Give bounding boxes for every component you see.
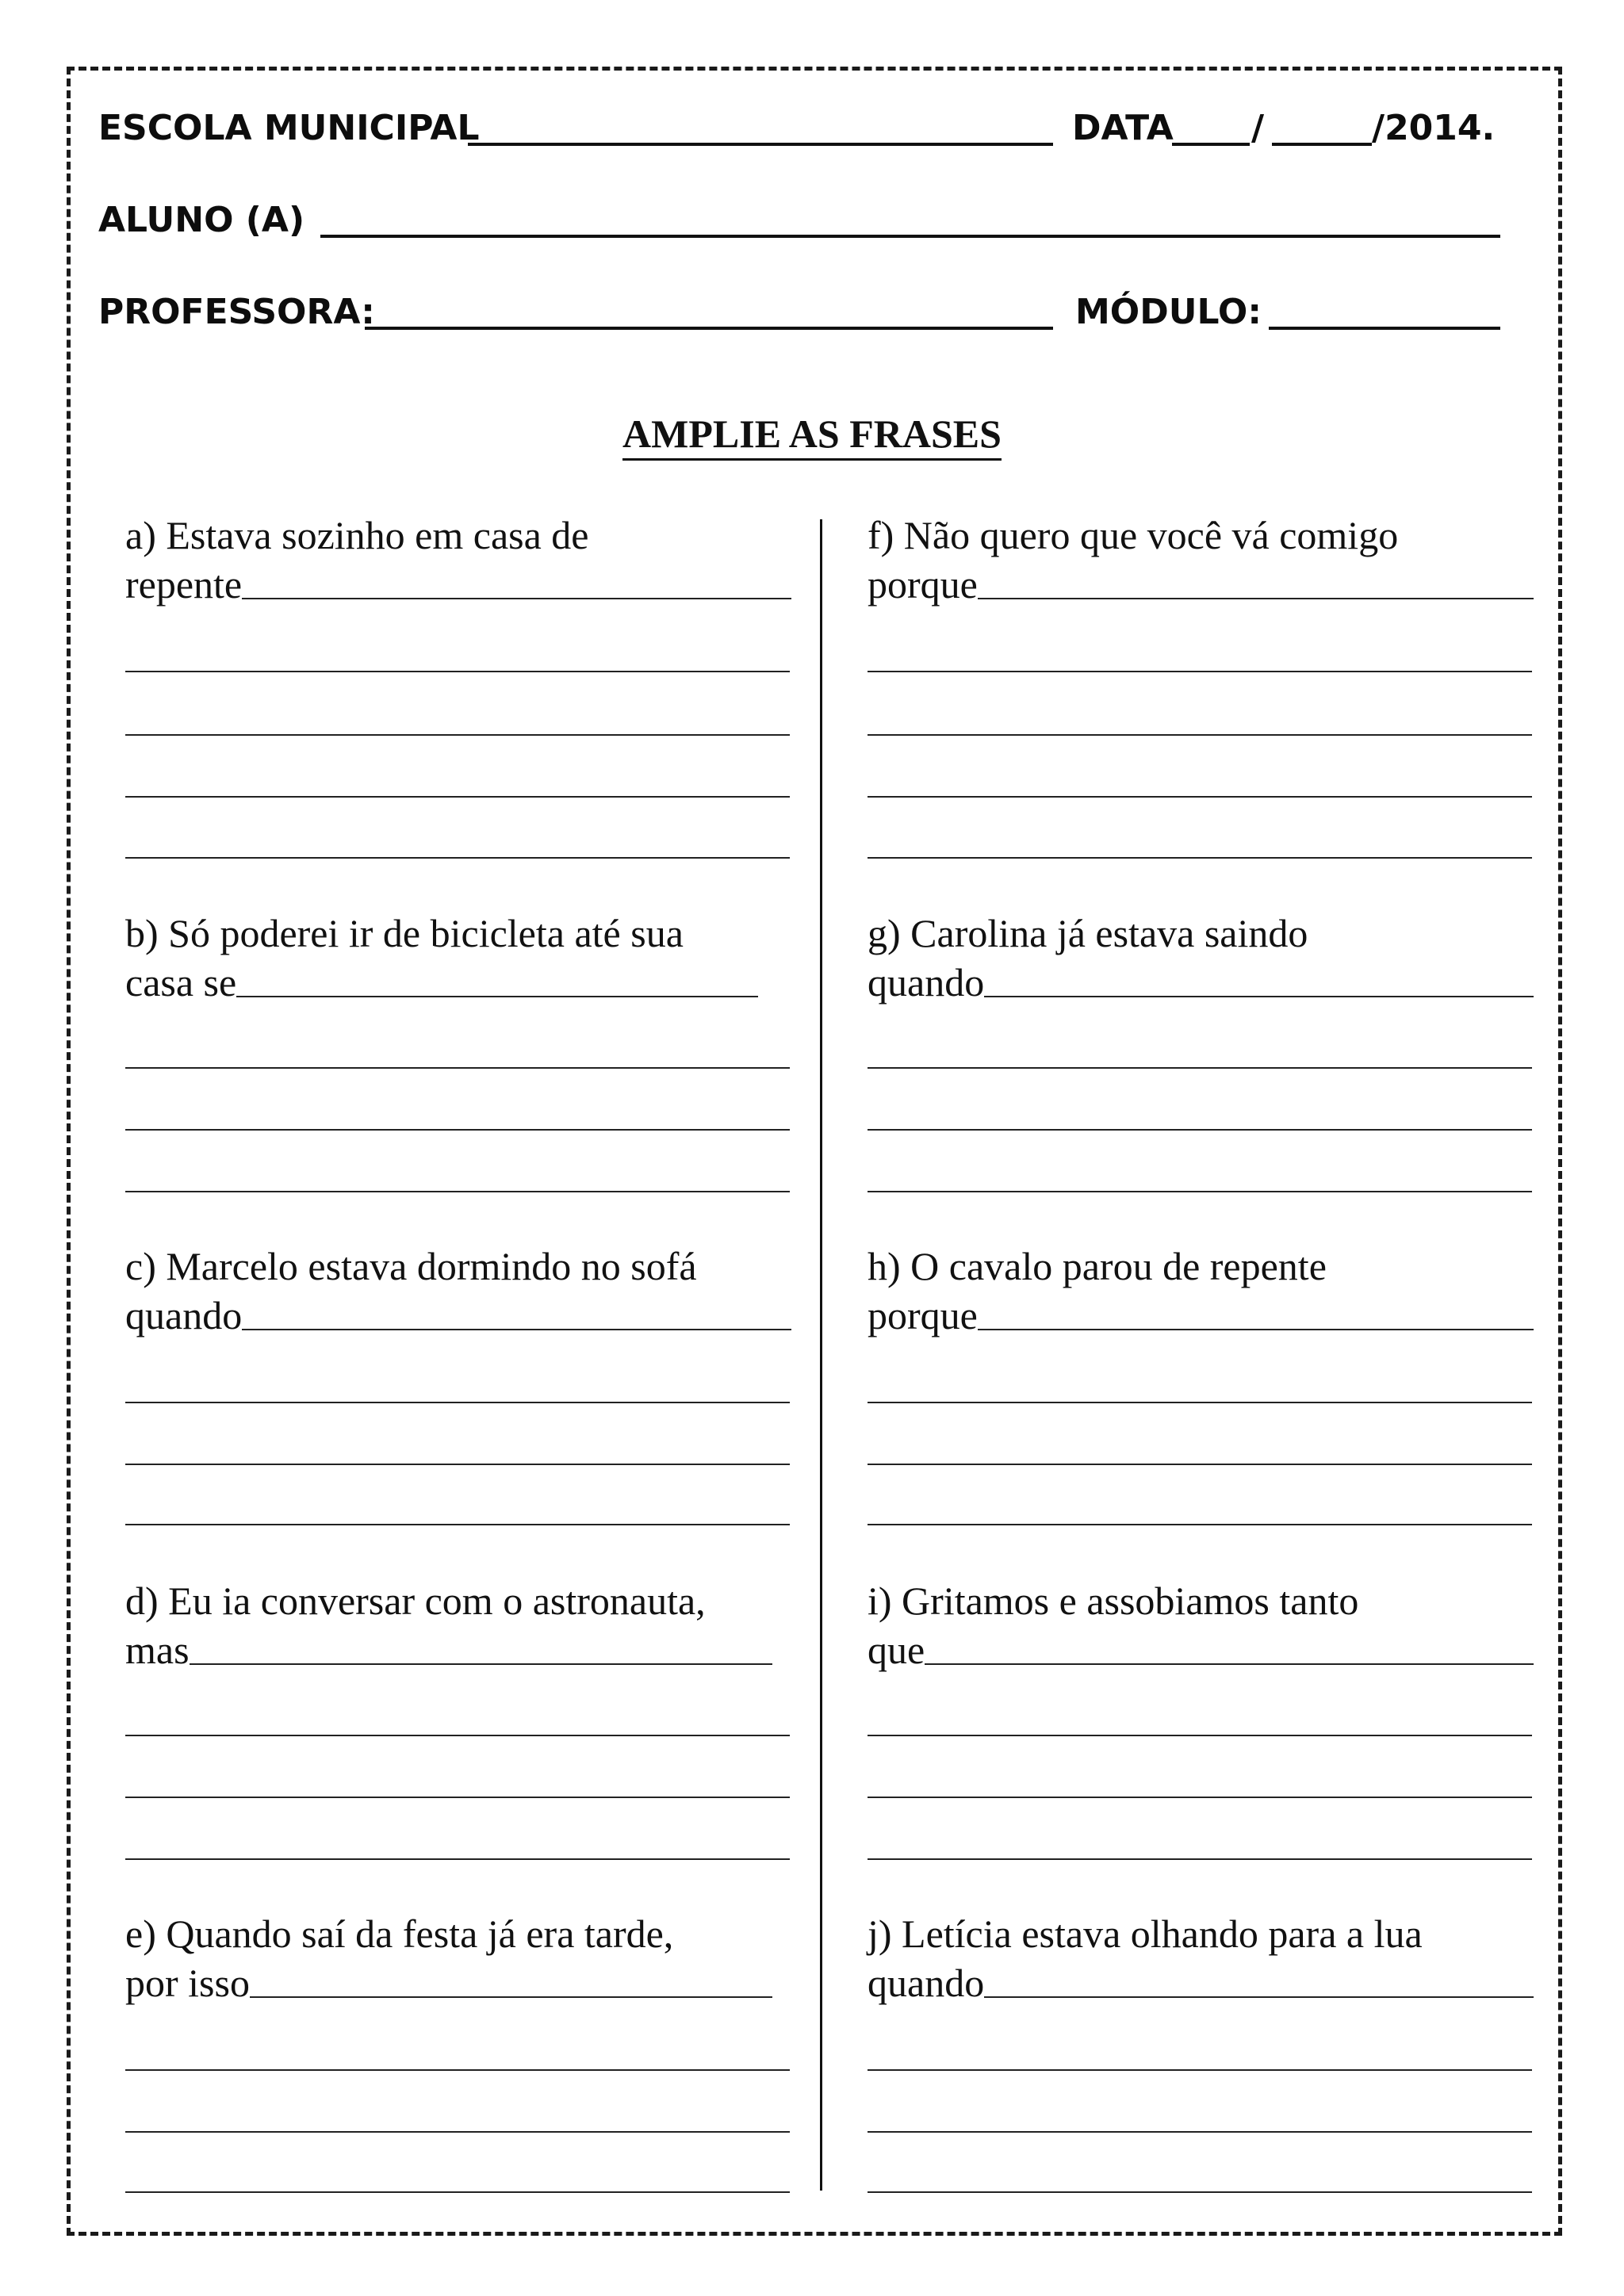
question-g [868, 909, 1534, 1007]
answer-line[interactable] [125, 1402, 790, 1403]
answer-line[interactable] [868, 1735, 1532, 1736]
date-separator: / [1251, 108, 1265, 148]
answer-line[interactable] [978, 598, 1534, 599]
question-text: c) Marcelo estava dormindo no sofá [125, 1244, 697, 1288]
answer-line[interactable] [250, 1996, 772, 1998]
question-text: porque [868, 1293, 978, 1337]
question-text: i) Gritamos e assobiamos tanto [868, 1578, 1359, 1623]
column-divider [820, 519, 822, 2191]
answer-line[interactable] [125, 671, 790, 672]
answer-line[interactable] [125, 857, 790, 859]
question-e [125, 1909, 791, 2007]
answer-line[interactable] [868, 2131, 1532, 2133]
answer-line[interactable] [125, 1858, 790, 1860]
question-text: g) Carolina já estava saindo [868, 911, 1308, 955]
answer-line[interactable] [868, 1464, 1532, 1465]
answer-line[interactable] [868, 857, 1532, 859]
question-j [868, 1909, 1534, 2007]
school-label: ESCOLA MUNICIPAL [98, 108, 480, 148]
answer-line[interactable] [125, 1797, 790, 1798]
answer-line[interactable] [978, 1329, 1534, 1330]
question-d [125, 1576, 791, 1674]
date-month-field[interactable] [1272, 143, 1372, 146]
school-name-field[interactable] [468, 143, 1053, 146]
question-text: repente [125, 562, 243, 607]
answer-line[interactable] [125, 2191, 790, 2193]
answer-line[interactable] [868, 1191, 1532, 1192]
answer-line[interactable] [242, 598, 791, 599]
question-text: quando [868, 960, 985, 1004]
question-text: j) Letícia estava olhando para a lua [868, 1911, 1423, 1956]
date-day-field[interactable] [1172, 143, 1250, 146]
question-text: e) Quando saí da festa já era tarde, [125, 1911, 674, 1956]
question-text: quando [125, 1293, 243, 1337]
question-text: por isso [125, 1961, 250, 2005]
date-year: /2014. [1372, 108, 1496, 148]
answer-line[interactable] [190, 1663, 772, 1665]
answer-line[interactable] [868, 734, 1532, 736]
module-label: MÓDULO: [1075, 292, 1262, 332]
student-label: ALUNO (A) [98, 200, 305, 240]
question-text: b) Só poderei ir de bicicleta até sua [125, 911, 684, 955]
date-label: DATA [1072, 108, 1174, 148]
question-text: h) O cavalo parou de repente [868, 1244, 1327, 1288]
question-h [868, 1242, 1534, 1340]
answer-line[interactable] [868, 2069, 1532, 2071]
teacher-name-field[interactable] [365, 327, 1053, 330]
question-text: f) Não quero que você vá comigo [868, 513, 1399, 557]
question-text: mas [125, 1628, 190, 1672]
answer-line[interactable] [868, 1067, 1532, 1069]
question-c [125, 1242, 791, 1340]
answer-line[interactable] [868, 1797, 1532, 1798]
answer-line[interactable] [125, 796, 790, 798]
answer-line[interactable] [868, 796, 1532, 798]
answer-line[interactable] [868, 1129, 1532, 1131]
worksheet-title: AMPLIE AS FRASES [0, 414, 1624, 453]
answer-line[interactable] [984, 1996, 1534, 1998]
question-b [125, 909, 791, 1007]
question-text: d) Eu ia conversar com o astronauta, [125, 1578, 706, 1623]
question-text: que [868, 1628, 925, 1672]
answer-line[interactable] [125, 734, 790, 736]
answer-line[interactable] [868, 671, 1532, 672]
student-name-field[interactable] [320, 235, 1500, 238]
question-text: porque [868, 562, 978, 607]
answer-line[interactable] [242, 1329, 791, 1330]
answer-line[interactable] [125, 2131, 790, 2133]
answer-line[interactable] [125, 1524, 790, 1525]
answer-line[interactable] [868, 1858, 1532, 1860]
question-text: casa se [125, 960, 237, 1004]
answer-line[interactable] [125, 1129, 790, 1131]
answer-line[interactable] [125, 2069, 790, 2071]
answer-line[interactable] [125, 1735, 790, 1736]
answer-line[interactable] [125, 1464, 790, 1465]
question-a [125, 511, 791, 609]
teacher-label: PROFESSORA: [98, 292, 375, 332]
answer-line[interactable] [925, 1663, 1534, 1665]
answer-line[interactable] [868, 1524, 1532, 1525]
module-field[interactable] [1269, 327, 1500, 330]
answer-line[interactable] [868, 1402, 1532, 1403]
answer-line[interactable] [125, 1067, 790, 1069]
question-i [868, 1576, 1534, 1674]
answer-line[interactable] [236, 996, 758, 997]
question-text: a) Estava sozinho em casa de [125, 513, 589, 557]
answer-line[interactable] [984, 996, 1534, 997]
question-text: quando [868, 1961, 985, 2005]
answer-line[interactable] [868, 2191, 1532, 2193]
question-f [868, 511, 1534, 609]
answer-line[interactable] [125, 1191, 790, 1192]
